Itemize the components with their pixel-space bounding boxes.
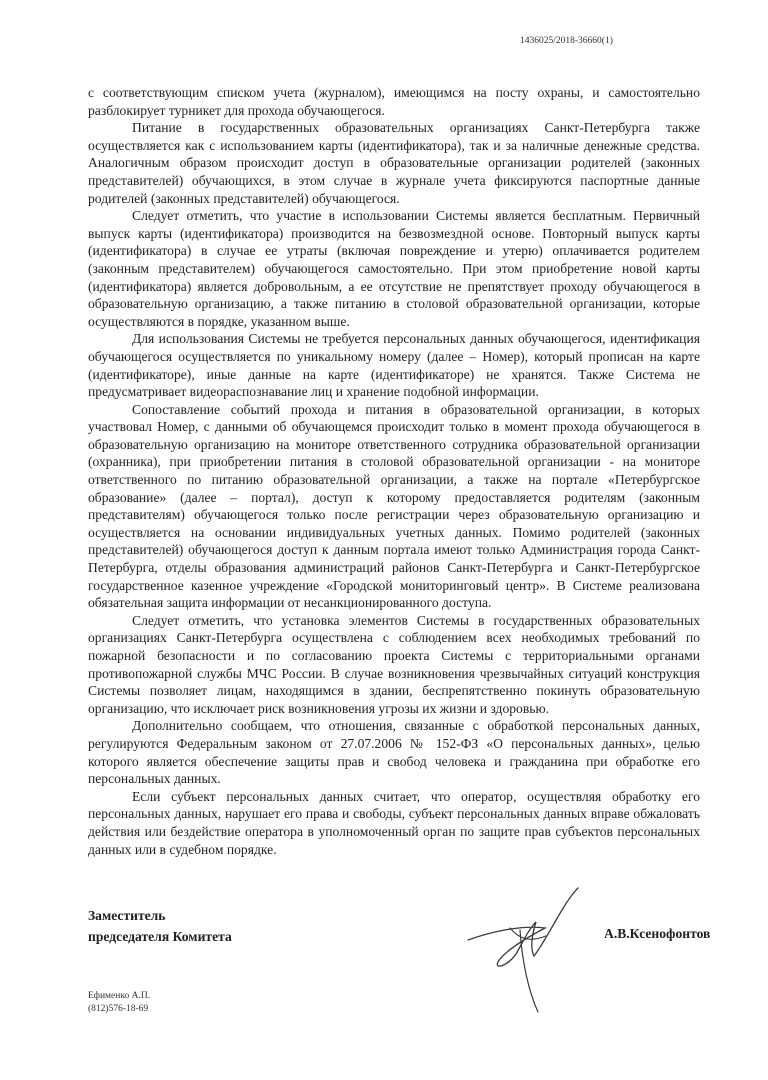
signer-name: А.В.Ксенофонтов: [604, 926, 711, 941]
paragraph-4: Для использования Системы не требуется персональных данных обучающегося, идентификация обучающегося осуществляется по уникальному номеру (далее – Номер), который прописан на карте (идентификаторе), иные данные на карте (идентификаторе) не хранятся. Также Система не предусматривает видеораспознавание лиц и хранение подобной информации.: [88, 331, 700, 400]
paragraph-3: Следует отметить, что участие в использовании Системы является бесплатным. Первичный выпуск карты (идентификатора) производится на безвозмездной основе. Повторный выпуск карты (идентификатора) в случае ее утраты (включая повреждение и утерю) оплачивается родителем (законным представителем) обучающегося самостоятельно. При этом приобретение новой карты (идентификатора) является добровольным, а ее отсутствие не препятствует проходу обучающегося в образовательную организацию, а также питанию в столовой образовательной организации, которые осуществляются в порядке, указанном выше.: [88, 208, 700, 329]
paragraph-7: Дополнительно сообщаем, что отношения, связанные с обработкой персональных данных, регулируются Федеральным законом от 27.07.2006 № 152-ФЗ «О персональных данных», целью которого является обеспечение защиты прав и свобод человека и гражданина при обработке его персональных данных.: [88, 718, 700, 787]
executor-phone: (812)576-18-69: [88, 1004, 149, 1014]
document-number: 1436025/2018-36660(1): [520, 36, 613, 46]
executor-info: [88, 990, 150, 1016]
executor-name: Ефименко А.П.: [88, 991, 151, 1001]
paragraph-2: Питание в государственных образовательных организациях Санкт-Петербурга также осуществляется как с использованием карты (идентификатора), так и за наличные денежные средства. Аналогичным образом происходит доступ в образовательные организации родителей (законных представителей) обучающихся, в этом случае в журнале учета фиксируются паспортные данные родителей (законных представителей) обучающегося.: [88, 120, 700, 206]
letter-body: [88, 84, 700, 858]
paragraph-5: Сопоставление событий прохода и питания в образовательной организации, в которых участвовал Номер, с данными об обучающемся происходит только в момент прохода обучающегося в образовательную организацию на мониторе ответственного сотрудника образовательной организации (охранника), при приобретении питания в столовой образовательной организации - на мониторе ответственного по питанию образовательной организации, а также на портале «Петербургское образование» (далее – портал), доступ к которому предоставляется родителям (законным представителям) обучающегося только после регистрации через образовательную организацию и осуществляется на основании индивидуальных учетных данных. Помимо родителей (законных представителей) обучающегося доступ к данным портала имеют только Администрация города Санкт-Петербурга, отделы образования администраций районов Санкт-Петербурга и Санкт-Петербургское государственное казенное учреждение «Городской мониторинговый центр». В Системе реализована обязательная защита информации от несанкционированного доступа.: [88, 401, 700, 611]
paragraph-6: Следует отметить, что установка элементов Системы в государственных образовательных организациях Санкт-Петербурга осуществлена с соблюдением всех необходимых требований по пожарной безопасности и по согласованию проекта Системы с территориальными органами противопожарной службы МЧС России. В случае возникновения чрезвычайных ситуаций конструкция Системы позволяет лицам, находящимся в здании, беспрепятственно покинуть образовательную организацию, что исключает риск возникновения угрозы их жизни и здоровью.: [88, 612, 700, 716]
paragraph-8: Если субъект персональных данных считает, что оператор, осуществляя обработку его персональных данных, нарушает его права и свободы, субъект персональных данных вправе обжаловать действия или бездействие оператора в уполномоченный орган по защите прав субъектов персональных данных или в судебном порядке.: [88, 788, 700, 857]
position-line-1: Заместитель: [88, 908, 166, 923]
signatory-position: [88, 905, 232, 947]
handwritten-signature-icon: [450, 870, 600, 1020]
paragraph-1: с соответствующим списком учета (журналом), имеющимся на посту охраны, и самостоятельно разблокирует турникет для прохода обучающегося.: [88, 85, 700, 118]
position-line-2: председателя Комитета: [88, 929, 232, 944]
